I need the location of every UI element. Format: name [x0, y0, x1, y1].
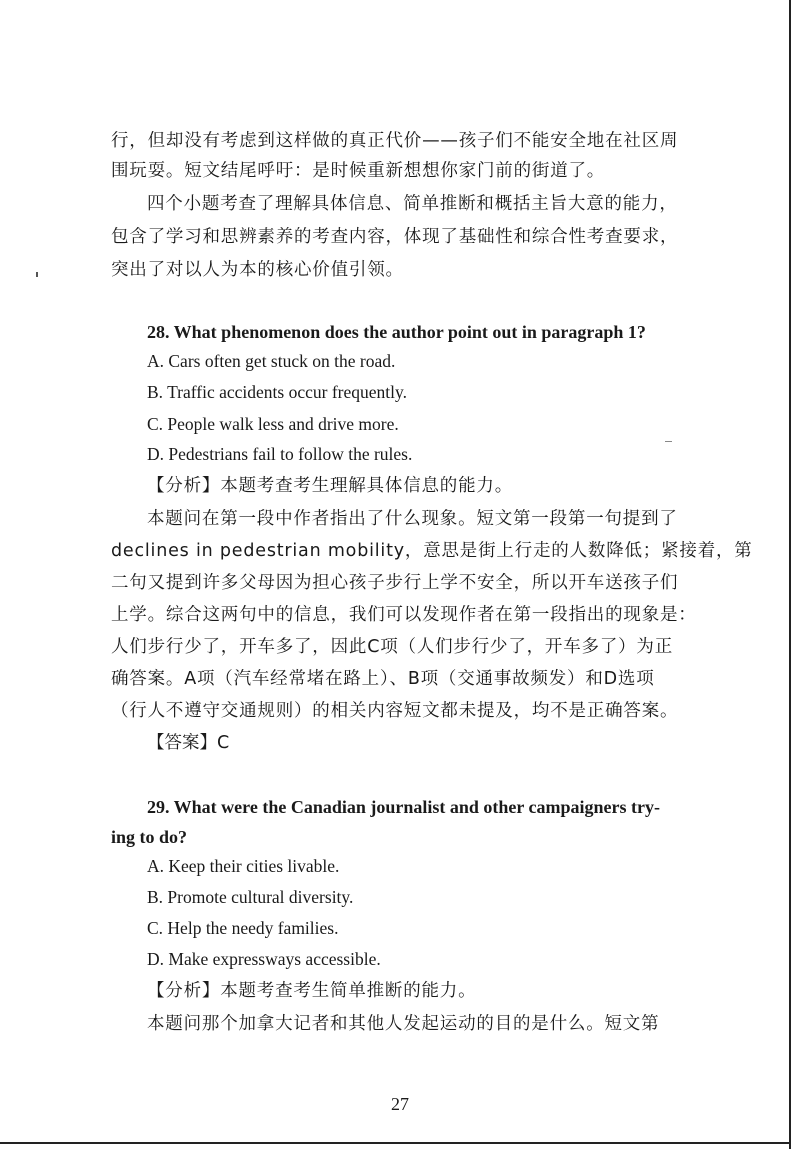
question-29-title: 29. What were the Canadian journalist and other campaigners try-	[147, 797, 660, 817]
summary-line: 包含了学习和思辨素养的考查内容，体现了基础性和综合性考查要求，	[111, 227, 679, 247]
summary-line: 四个小题考查了理解具体信息、简单推断和概括主旨大意的能力，	[147, 194, 678, 214]
q28-option-c: C. People walk less and drive more.	[147, 414, 399, 434]
q28-explanation-line: 二句又提到许多父母因为担心孩子步行上学不安全，所以开车送孩子们	[111, 573, 679, 593]
q28-explanation-line: 上学。综合这两句中的信息，我们可以发现作者在第一段指出的现象是：	[111, 605, 697, 625]
q28-explanation-line: declines in pedestrian mobility，意思是街上行走的人数降低；紧接着，第	[111, 541, 753, 561]
question-29-title-cont: ing to do?	[111, 827, 188, 847]
question-28-title: 28. What phenomenon does the author point out in paragraph 1?	[147, 322, 646, 342]
scan-speck	[36, 272, 38, 277]
q29-option-c: C. Help the needy families.	[147, 918, 339, 938]
q28-explanation-line: （行人不遵守交通规则）的相关内容短文都未提及，均不是正确答案。	[111, 701, 679, 721]
page-number: 27	[391, 1094, 409, 1114]
q28-analysis-label: 【分析】本题考查考生理解具体信息的能力。	[147, 476, 513, 496]
q28-option-a: A. Cars often get stuck on the road.	[147, 351, 396, 371]
q29-explanation-line: 本题问那个加拿大记者和其他人发起运动的目的是什么。短文第	[147, 1014, 660, 1034]
q28-answer: 【答案】C	[147, 733, 230, 753]
q29-option-d: D. Make expressways accessible.	[147, 949, 381, 969]
page-border-right	[789, 0, 791, 1149]
summary-line: 突出了对以人为本的核心价值引领。	[111, 260, 404, 280]
q29-analysis-label: 【分析】本题考查考生简单推断的能力。	[147, 981, 477, 1001]
intro-line: 围玩耍。短文结尾呼吁：是时候重新想想你家门前的街道了。	[111, 161, 606, 181]
intro-line: 行，但却没有考虑到这样做的真正代价——孩子们不能安全地在社区周	[111, 131, 679, 151]
q28-explanation-line: 本题问在第一段中作者指出了什么现象。短文第一段第一句提到了	[147, 509, 678, 529]
q28-explanation-line: 人们步行少了，开车多了，因此C项（人们步行少了，开车多了）为正	[111, 637, 674, 657]
q28-option-b: B. Traffic accidents occur frequently.	[147, 382, 407, 402]
q28-option-d: D. Pedestrians fail to follow the rules.	[147, 444, 413, 464]
q29-option-a: A. Keep their cities livable.	[147, 856, 340, 876]
page-border-bottom	[0, 1142, 791, 1144]
q29-option-b: B. Promote cultural diversity.	[147, 887, 354, 907]
q28-explanation-line: 确答案。A项（汽车经常堵在路上）、B项（交通事故频发）和D选项	[111, 669, 655, 689]
